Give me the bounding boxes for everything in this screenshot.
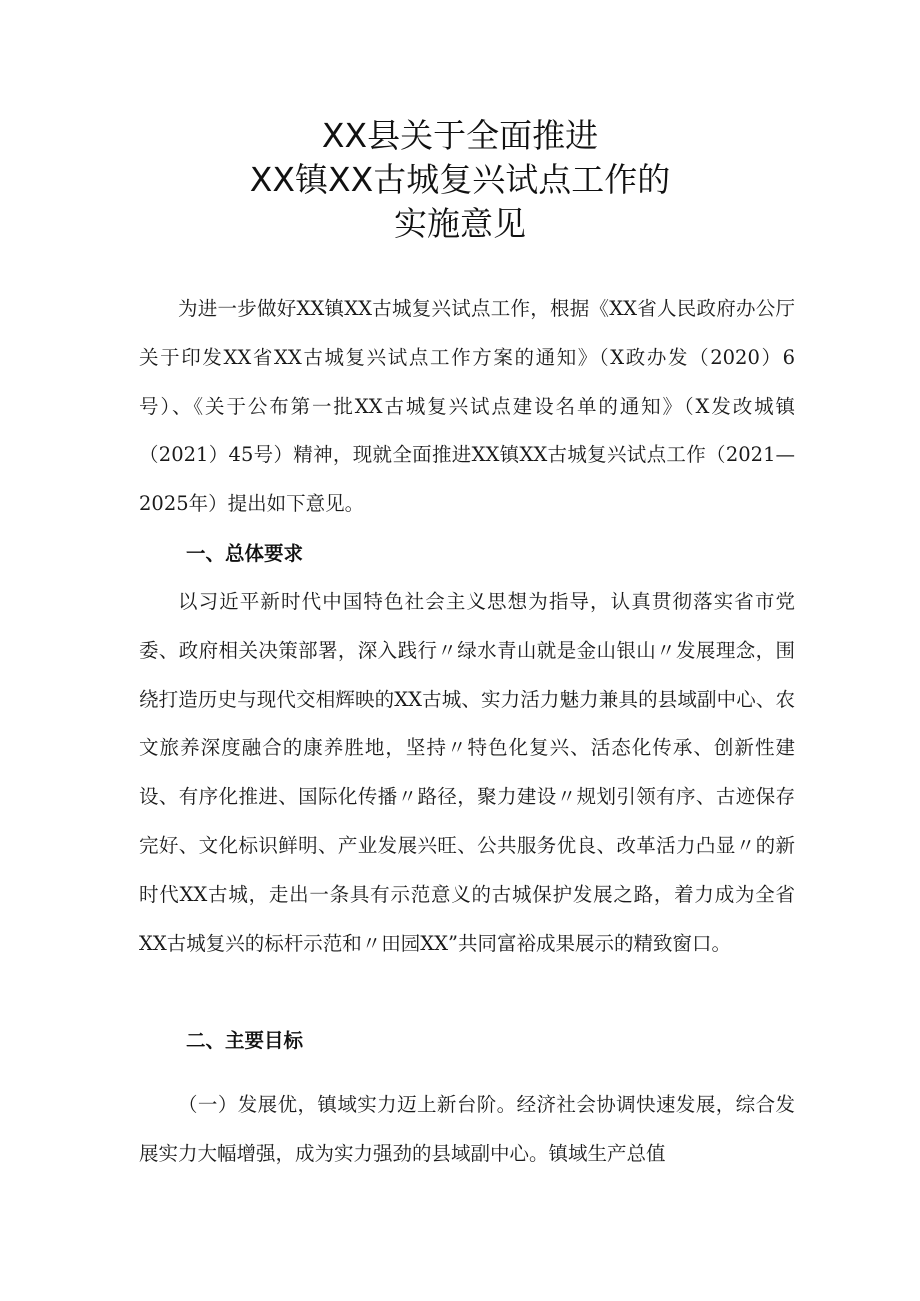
intro-paragraph: 为进一步做好XX镇XX古城复兴试点工作，根据《XX省人民政府办公厅关于印发XX省XX古城复兴试点工作方案的通知》（X政办发（2020）6号）、《关于公布第一批XX古城复兴试点建设名单的通知》（X发改城镇（2021）45号）精神，现就全面推进XX镇XX古城复兴试点工作（2021—2025年）提出如下意见。 [139, 297, 795, 516]
document-title-line-2: XX镇XX古城复兴试点工作的 [249, 160, 671, 199]
document-title-line-3: 实施意见 [394, 204, 526, 243]
section-heading-general-requirements: 一、总体要求 [186, 542, 304, 565]
document-title-line-1: XX县关于全面推进 [321, 116, 599, 155]
main-goals-paragraph: （一）发展优，镇域实力迈上新台阶。经济社会协调快速发展，综合发展实力大幅增强，成为实力强劲的县域副中心。镇域生产总值 [139, 1093, 795, 1165]
section-heading-main-goals: 二、主要目标 [186, 1029, 304, 1052]
general-requirements-paragraph: 以习近平新时代中国特色社会主义思想为指导，认真贯彻落实省市党委、政府相关决策部署，深入践行〃绿水青山就是金山银山〃发展理念，围绕打造历史与现代交相辉映的XX古城、实力活力魅力兼具的县域副中心、农文旅养深度融合的康养胜地，坚持〃特色化复兴、活态化传承、创新性建设、有序化推进、国际化传播〃路径，聚力建设〃规划引领有序、古迹保存完好、文化标识鲜明、产业发展兴旺、公共服务优良、改革活力凸显〃的新时代XX古城，走出一条具有示范意义的古城保护发展之路，着力成为全省XX古城复兴的标杆示范和〃田园XX”共同富裕成果展示的精致窗口。 [139, 590, 795, 955]
